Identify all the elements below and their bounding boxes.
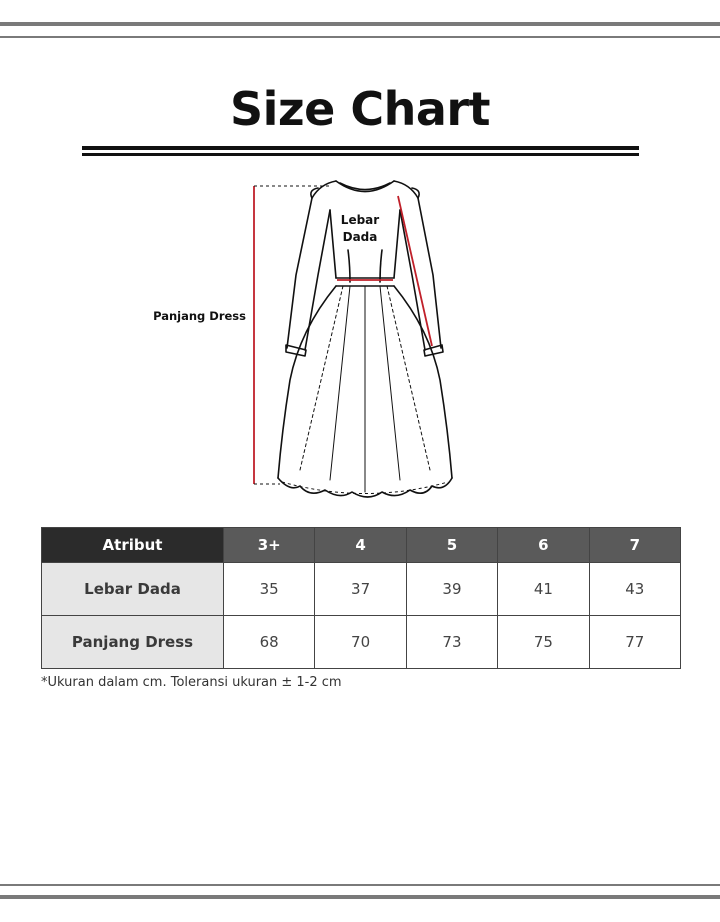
table-cell: 70 [315,616,406,669]
chest-label-line1: Lebar [340,213,380,227]
table-cell: 39 [406,563,497,616]
header-size: 5 [406,528,497,563]
table-row [42,616,681,669]
header-size: 4 [315,528,406,563]
length-label: Panjang Dress [153,309,246,323]
table-cell: 75 [498,616,589,669]
table-cell: 37 [315,563,406,616]
table-header-row [42,528,681,563]
header-size: 7 [589,528,680,563]
table-cell: 41 [498,563,589,616]
top-rule-thin [0,36,720,38]
page-title: Size Chart [229,82,491,136]
table-cell: 77 [589,616,680,669]
table-cell: 68 [224,616,315,669]
top-rule [0,22,720,26]
row-label: Lebar Dada [42,563,224,616]
dress-illustration-icon [150,175,470,505]
row-label: Panjang Dress [42,616,224,669]
header-attribute: Atribut [42,528,224,563]
table-cell: 35 [224,563,315,616]
title-underline [82,146,639,150]
chest-label-line2: Dada [342,230,378,244]
bottom-rule-thin [0,884,720,886]
bottom-rule [0,895,720,899]
table-cell: 43 [589,563,680,616]
table-cell: 73 [406,616,497,669]
header-size: 6 [498,528,589,563]
tolerance-note: *Ukuran dalam cm. Toleransi ukuran ± 1-2 cm [41,675,342,690]
chest-label [330,212,390,246]
table-row [42,563,681,616]
size-table [41,527,681,669]
title-underline-thin [82,153,639,156]
header-size: 3+ [224,528,315,563]
